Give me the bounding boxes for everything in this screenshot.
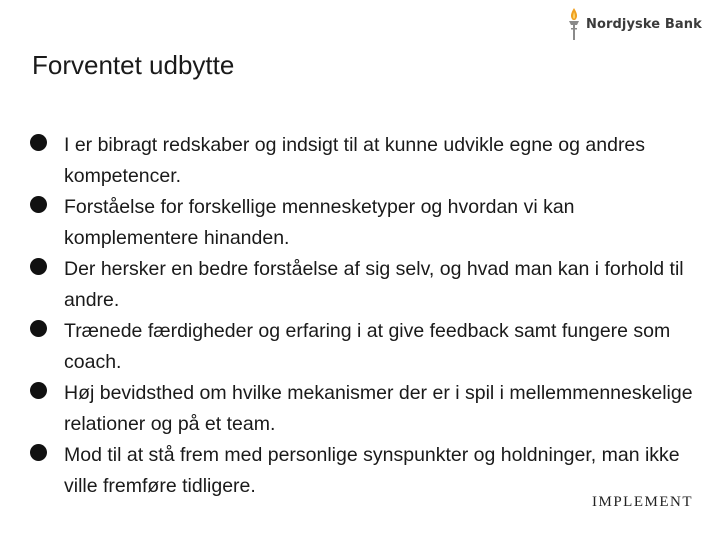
bullet-text: Trænede færdigheder og erfaring i at give feedback samt fungere som coach. (64, 320, 671, 373)
bullet-item (30, 192, 700, 254)
bullet-list (30, 130, 700, 502)
bullet-dot-icon (30, 258, 47, 275)
nordjyske-bank-logo (566, 6, 702, 42)
bullet-dot-icon (30, 382, 47, 399)
bullet-dot-icon (30, 320, 47, 337)
bullet-text: Forståelse for forskellige mennesketyper og hvordan vi kan komplementere hinanden. (64, 196, 575, 249)
torch-icon (566, 7, 582, 41)
bullet-item (30, 254, 700, 316)
bullet-dot-icon (30, 134, 47, 151)
bullet-text: I er bibragt redskaber og indsigt til at kunne udvikle egne og andres kompetencer. (64, 134, 646, 187)
bullet-item (30, 440, 700, 502)
bullet-text: Høj bevidsthed om hvilke mekanismer der er i spil i mellemmenneskelige relationer og på et team. (64, 382, 693, 435)
bullet-dot-icon (30, 196, 47, 213)
bullet-item (30, 378, 700, 440)
bullet-text: Der hersker en bedre forståelse af sig selv, og hvad man kan i forhold til andre. (64, 258, 684, 311)
bullet-item (30, 316, 700, 378)
slide-title: Forventet udbytte (32, 50, 235, 80)
bullet-dot-icon (30, 444, 47, 461)
logo-text: Nordjyske Bank (586, 16, 702, 32)
bullet-item (30, 130, 700, 192)
implement-logo: IMPLEMENT (592, 494, 693, 510)
bullet-text: Mod til at stå frem med personlige synspunkter og holdninger, man ikke ville fremføre tidligere. (64, 444, 680, 497)
